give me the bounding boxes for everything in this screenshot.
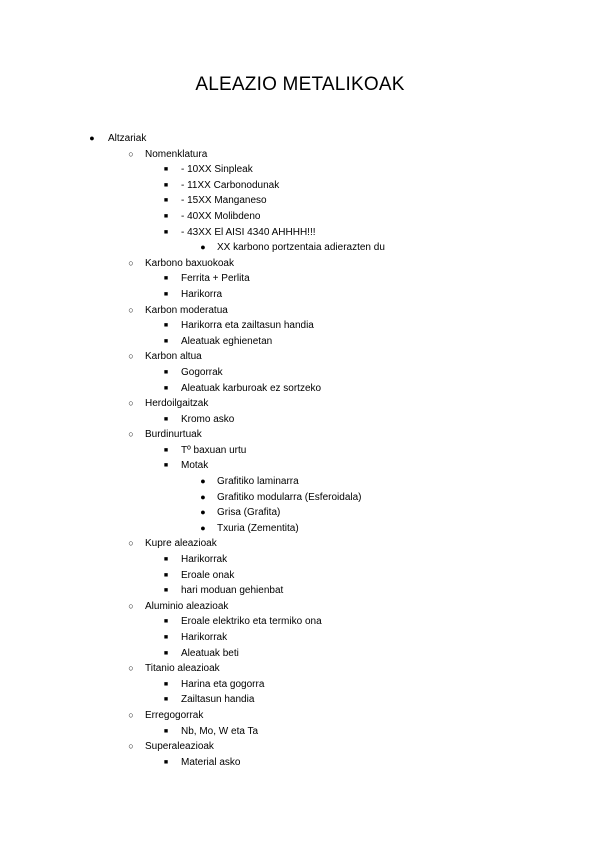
list-item-text: Nomenklatura [145,148,208,160]
list-item [0,131,600,147]
list-item-text: Grisa (Grafita) [217,507,281,519]
bullet-square-icon: ■ [163,290,169,298]
bullet-square-icon: ■ [163,462,169,470]
list-item-text: Titanio aleazioak [145,663,220,675]
list-item [0,677,600,693]
bullet-hollow-circle-icon: ○ [128,304,134,315]
bullet-filled-circle-icon: ● [200,242,206,253]
bullet-square-icon: ■ [163,368,169,376]
list-item-text: Aluminio aleazioak [145,600,229,612]
bullet-square-icon: ■ [163,415,169,423]
bullet-square-icon: ■ [163,384,169,392]
bullet-square-icon: ■ [163,634,169,641]
list-item-text: Kupre aleazioak [145,538,217,550]
list-item [0,474,600,490]
list-item [0,661,600,677]
list-item-text: Motak [181,460,209,472]
list-item-text: hari moduan gehienbat [181,585,284,597]
list-item [0,724,600,740]
list-item [0,303,600,319]
list-item-text: Aleatuak eghienetan [181,335,273,347]
list-item [0,427,600,443]
list-item [0,583,600,599]
list-item-text: Burdinurtuak [145,429,202,441]
list-item [0,692,600,708]
list-item [0,458,600,474]
list-item [0,178,600,194]
list-item-text: Aleatuak beti [181,647,239,659]
list-item-text: Karbono baxuokoak [145,257,234,269]
bullet-hollow-circle-icon: ○ [128,398,134,409]
bullet-filled-circle-icon: ● [200,522,206,533]
list-item [0,271,600,287]
list-item [0,708,600,724]
list-item-text: - 15XX Manganeso [181,195,267,207]
list-item-text: Grafitiko laminarra [217,476,299,488]
list-item-text: Kromo asko [181,413,235,425]
list-item [0,536,600,552]
list-item-text: Gogorrak [181,366,223,378]
list-item-text: Karbon moderatua [145,304,228,316]
bullet-square-icon: ■ [163,696,169,704]
list-item [0,365,600,381]
list-item-text: XX karbono portzentaia adierazten du [217,242,385,254]
bullet-hollow-circle-icon: ○ [128,709,134,720]
list-item [0,209,600,225]
bullet-square-icon: ■ [163,727,169,735]
bullet-square-icon: ■ [163,275,169,283]
list-item [0,599,600,615]
bullet-hollow-circle-icon: ○ [128,600,134,611]
list-item-text: Eroale elektriko eta termiko ona [181,616,322,628]
list-item [0,614,600,630]
list-item [0,256,600,272]
list-item [0,193,600,209]
bullet-square-icon: ■ [163,228,169,236]
bullet-square-icon: ■ [163,197,169,205]
list-item-text: Harikorra [181,288,223,300]
list-item [0,381,600,397]
list-item [0,334,600,350]
list-item [0,505,600,521]
bullet-hollow-circle-icon: ○ [128,429,134,440]
bullet-hollow-circle-icon: ○ [128,351,134,362]
list-item-text: Grafitiko modularra (Esferoidala) [217,491,362,503]
list-item [0,755,600,771]
bullet-square-icon: ■ [163,212,169,220]
bullet-square-icon: ■ [163,556,169,564]
list-item [0,630,600,646]
list-item-text: Altzariak [108,133,147,144]
list-item-text: Erregogorrak [145,709,204,721]
list-item [0,521,600,537]
list-item [0,739,600,755]
list-item [0,568,600,584]
list-item [0,552,600,568]
bullet-hollow-circle-icon: ○ [128,148,134,159]
bullet-hollow-circle-icon: ○ [128,538,134,549]
bullet-square-icon: ■ [163,181,169,189]
list-item [0,240,600,256]
list-item [0,287,600,303]
bullet-square-icon: ■ [163,680,169,688]
bullet-hollow-circle-icon: ○ [128,741,134,752]
list-item [0,147,600,163]
bullet-square-icon: ■ [163,322,169,330]
bullet-filled-circle-icon: ● [200,507,206,518]
list-item-text: Harikorrak [181,632,228,643]
list-item [0,412,600,428]
bullet-square-icon: ■ [163,337,169,345]
bullet-hollow-circle-icon: ○ [128,257,134,268]
list-item-text: Tº baxuan urtu [181,444,247,456]
list-item-text: Zailtasun handia [181,694,255,706]
list-item-text: Harikorrak [181,554,228,566]
bullet-square-icon: ■ [163,166,169,174]
list-item-text: Eroale onak [181,569,235,581]
list-item-text: Nb, Mo, W eta Ta [181,725,259,737]
list-item-text: - 10XX Sinpleak [181,164,253,176]
page-title: ALEAZIO METALIKOAK [195,74,405,95]
bullet-outline [0,131,600,770]
list-item-text: Herdoilgaitzak [145,398,209,410]
list-item [0,318,600,334]
list-item-text: - 40XX Molibdeno [181,210,261,222]
bullet-hollow-circle-icon: ○ [128,663,134,674]
bullet-square-icon: ■ [163,587,169,595]
list-item-text: - 43XX El AISI 4340 AHHHH!!! [181,226,316,238]
bullet-square-icon: ■ [163,758,169,766]
list-item [0,225,600,241]
list-item-text: Superaleazioak [145,741,214,753]
bullet-square-icon: ■ [163,649,169,657]
bullet-filled-circle-icon: ● [89,133,95,143]
list-item [0,443,600,459]
bullet-square-icon: ■ [163,446,169,454]
list-item-text: Aleatuak karburoak ez sortzeko [181,382,322,394]
bullet-square-icon: ■ [163,571,169,579]
list-item [0,396,600,412]
bullet-square-icon: ■ [163,618,169,626]
list-item-text: Material asko [181,756,241,768]
bullet-filled-circle-icon: ● [200,491,206,502]
list-item [0,646,600,662]
bullet-filled-circle-icon: ● [200,476,206,487]
list-item-text: - 11XX Carbonodunak [181,179,280,191]
list-item-text: Harina eta gogorra [181,678,265,690]
list-item-text: Karbon altua [145,351,202,363]
list-item-text: Harikorra eta zailtasun handia [181,320,314,332]
list-item [0,490,600,506]
list-item [0,162,600,178]
list-item-text: Ferrita + Perlita [181,273,250,285]
list-item [0,349,600,365]
list-item-text: Txuria (Zementita) [217,522,299,534]
